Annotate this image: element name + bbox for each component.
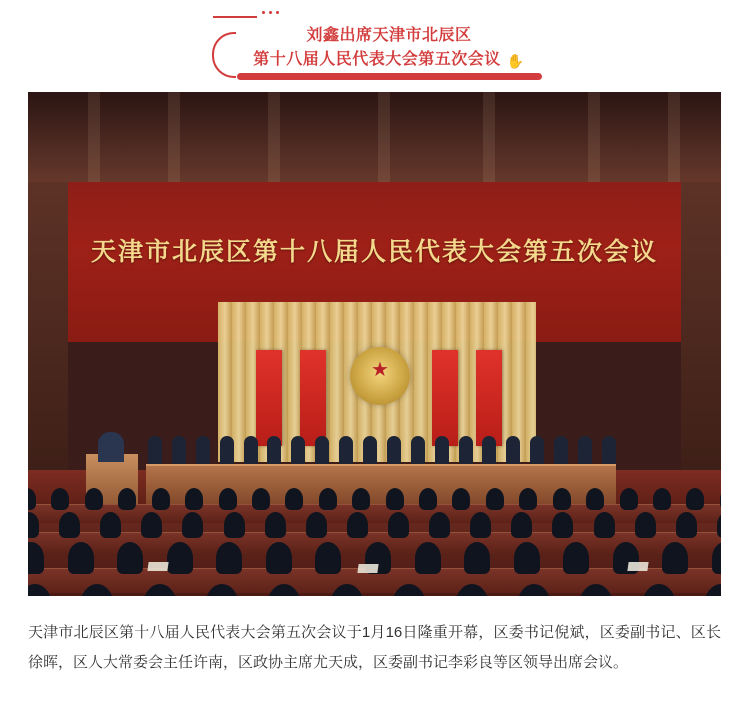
- red-flag: [432, 350, 458, 446]
- side-wall-left: [28, 182, 68, 482]
- national-emblem: [350, 347, 410, 405]
- side-wall-right: [681, 182, 721, 482]
- article-header: [0, 0, 749, 92]
- speaker-figure: [98, 432, 124, 462]
- red-flag: [476, 350, 502, 446]
- meeting-photo: [28, 92, 721, 596]
- article-body-text: 天津市北辰区第十八届人民代表大会第五次会议于1月16日隆重开幕，区委书记倪斌，区委副书记、区长徐晖，区人大常委会主任许南，区政协主席尤天成，区委副书记李彩良等区领导出席会议。: [28, 624, 721, 671]
- red-flag: [300, 350, 326, 446]
- title-line-2: 第十八届人民代表大会第五次会议: [253, 51, 501, 68]
- title-underline-bar: [237, 73, 542, 80]
- hand-icon: ✋: [506, 53, 525, 69]
- decor-dots: [262, 11, 279, 14]
- audience-row: [28, 488, 721, 510]
- decor-arc: [212, 32, 236, 78]
- page-title: [212, 24, 542, 73]
- title-line-1: 刘鑫出席天津市北辰区: [306, 27, 472, 44]
- ceiling: [28, 92, 721, 188]
- decor-line: [213, 16, 257, 18]
- stage-banner-text: 天津市北辰区第十八届人民代表大会第五次会议: [90, 237, 658, 266]
- red-flag: [256, 350, 282, 446]
